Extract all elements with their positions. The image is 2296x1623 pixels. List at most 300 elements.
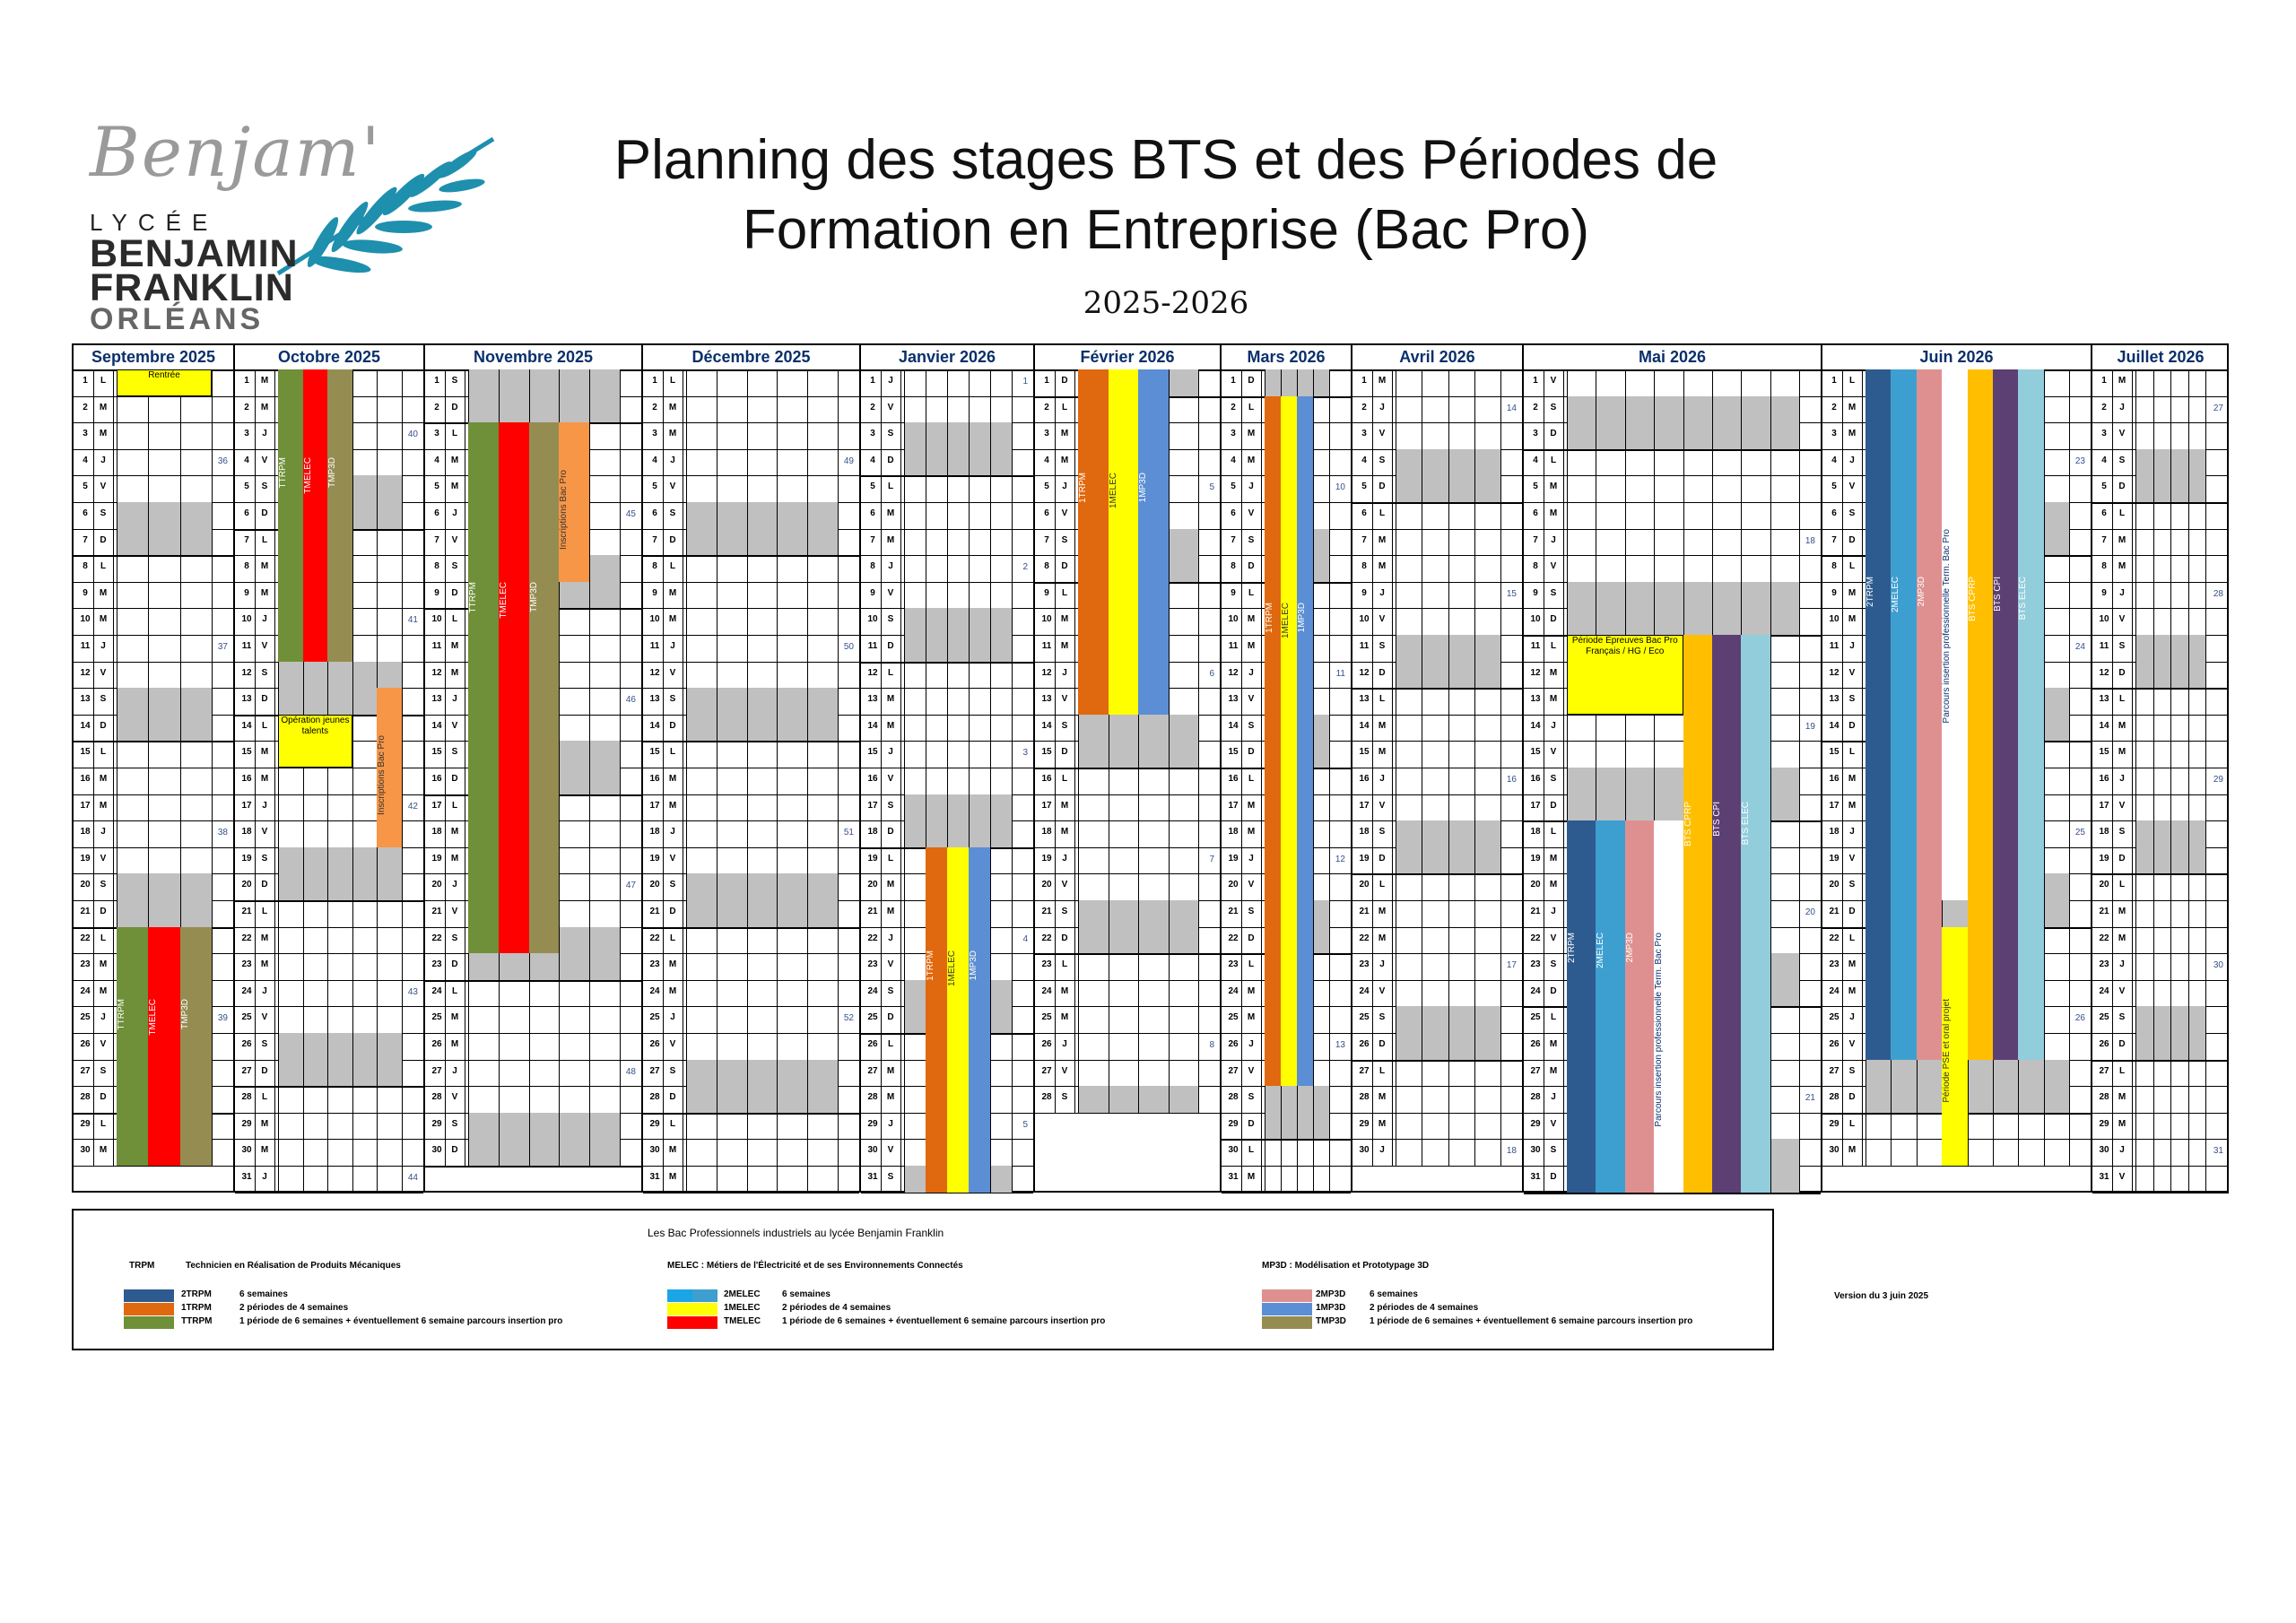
week-number: 44 [407,1173,418,1183]
column-line [881,369,882,1193]
column-line [1012,369,1013,1193]
day-number: 8 [870,561,875,572]
day-letter: V [1378,800,1386,811]
day-number: 28 [649,1092,660,1103]
day-letter: J [1849,455,1855,465]
day-number: 8 [1533,561,1538,572]
column-line [990,369,991,1193]
day-row [1035,927,1220,956]
month-column [1035,345,1222,1193]
day-letter: D [1848,534,1856,545]
day-number: 11 [867,641,878,651]
column-line [807,369,808,1193]
day-number: 19 [1829,853,1839,864]
legend-tmelec-text: 1 période de 6 semaines + éventuellement 6 semaine parcours insertion pro [782,1316,1106,1326]
day-letter: J [262,429,267,439]
week-number: 38 [217,828,228,838]
day-row [1524,396,1821,424]
day-row [74,635,233,663]
day-number: 3 [434,429,439,439]
day-letter: L [2118,694,2126,705]
logo-line1: BENJAMIN [90,232,299,275]
day-letter: M [1247,827,1256,838]
day-number: 10 [1829,614,1839,625]
day-row [643,396,859,424]
day-letter: J [2119,1145,2125,1156]
day-number: 5 [1533,482,1538,492]
day-number: 6 [870,508,875,518]
bar-1trpm [1265,396,1281,1087]
day-number: 2 [434,402,439,412]
day-letter: S [451,933,458,943]
bar-1melec-label: 1MELEC [947,950,957,987]
day-letter: M [260,561,269,572]
day-letter: L [1061,774,1068,784]
version-label: Version du 3 juin 2025 [1834,1291,1929,1301]
day-number: 13 [1041,694,1052,705]
day-number: 30 [649,1145,660,1156]
bar-tmelec [303,369,328,662]
day-number: 9 [434,587,439,598]
column-line [255,369,256,1193]
day-number: 29 [1359,1118,1370,1129]
day-letter: S [1550,959,1557,970]
day-number: 19 [867,853,878,864]
day-number: 15 [1359,747,1370,758]
month-header: Septembre 2025 [74,345,233,371]
bar-bts-cprp [1968,369,1993,1060]
day-number: 14 [867,720,878,731]
day-letter: M [886,508,895,518]
day-letter: S [1061,720,1068,731]
day-row [1524,449,1821,477]
day-letter: V [1848,1039,1856,1049]
day-letter: S [2118,455,2126,465]
day-letter: L [887,667,894,678]
day-letter: M [1378,534,1387,545]
column-line [2135,369,2136,1193]
day-number: 2 [652,402,657,412]
day-number: 27 [241,1065,252,1076]
day-number: 31 [867,1172,878,1182]
day-number: 13 [80,694,91,705]
day-row [235,847,423,875]
day-row [1352,1139,1522,1167]
legend-title: Les Bac Professionnels industriels au lycée Benjamin Franklin [648,1227,944,1239]
day-letter: D [1248,1118,1255,1129]
day-number: 12 [1041,667,1052,678]
day-letter: D [1061,933,1068,943]
day-number: 18 [241,827,252,838]
day-letter: L [1550,1012,1557,1023]
day-letter: M [668,1172,677,1182]
day-letter: L [261,907,268,916]
day-number: 26 [1041,1039,1052,1049]
day-number: 16 [431,774,442,784]
day-letter: M [1378,1118,1387,1129]
bar-parcours [1654,820,1683,1192]
day-letter: M [1848,587,1857,598]
bar-parcours-label: Parcours insertion professionnelle Term. Bac Pro [1942,528,1952,724]
day-letter: D [887,455,894,465]
month-header: Juin 2026 [1822,345,2091,371]
week-number: 30 [2213,960,2223,971]
day-number: 27 [867,1065,878,1076]
swatch-tmp3d [1262,1316,1312,1329]
day-number: 18 [649,827,660,838]
day-number: 30 [2099,1145,2109,1156]
day-letter: V [1248,880,1255,890]
day-number: 7 [434,534,439,545]
bar-2trpm-label: 2TRPM [1567,932,1577,963]
day-letter: M [1060,1012,1069,1023]
bar-1mp3d-label: 1MP3D [1297,603,1307,633]
day-letter: V [1550,933,1557,943]
week-number: 21 [1805,1093,1815,1104]
legend-2trpm: 2TRPM [181,1289,212,1299]
day-letter: D [451,774,458,784]
day-number: 19 [1041,853,1052,864]
day-letter: S [1248,534,1255,545]
day-row [1352,422,1522,450]
logo-line3: ORLÉANS [90,302,265,336]
bar-tmp3d-label: TMP3D [179,998,190,1029]
day-letter: M [1247,1172,1256,1182]
legend-trpm-code: TRPM [129,1261,155,1271]
day-letter: S [1061,1092,1068,1103]
day-letter: V [669,1039,676,1049]
bar-ttrpm-label: TTRPM [117,998,126,1029]
day-number: 19 [1228,853,1239,864]
day-number: 31 [2099,1172,2109,1182]
day-letter: J [1551,720,1556,731]
day-letter: M [886,1065,895,1076]
day-row [1352,794,1522,822]
day-letter: V [1550,747,1557,758]
day-number: 23 [2099,959,2109,970]
bar-1mp3d-label: 1MP3D [969,950,978,981]
day-letter: M [1060,800,1069,811]
legend-box [72,1209,1774,1350]
day-number: 5 [652,482,657,492]
bar-tmp3d [180,927,212,1166]
day-letter: D [1550,614,1557,625]
day-letter: M [1060,985,1069,996]
day-row [74,768,233,795]
day-number: 11 [2099,641,2109,651]
day-number: 25 [867,1012,878,1023]
day-letter: D [1061,561,1068,572]
day-letter: D [1848,720,1856,731]
day-letter: D [261,880,268,890]
day-letter: V [1848,853,1856,864]
day-row [1035,847,1220,875]
day-row [1352,953,1522,981]
day-number: 10 [1530,614,1541,625]
day-letter: L [1061,959,1068,970]
day-number: 9 [1533,587,1538,598]
column-line [1563,369,1564,1193]
day-number: 21 [2099,907,2109,916]
day-number: 20 [431,880,442,890]
bar-bts-cprp [1683,635,1712,1193]
day-row [1352,449,1522,477]
day-letter: V [100,853,107,864]
day-number: 16 [1041,774,1052,784]
day-letter: M [99,402,108,412]
day-row [74,582,233,610]
day-number: 24 [1829,985,1839,996]
day-letter: S [669,1065,676,1076]
day-letter: M [99,1145,108,1156]
day-letter: D [100,1092,107,1103]
day-row [1524,529,1821,557]
day-number: 6 [244,508,249,518]
day-letter: V [1061,694,1068,705]
day-letter: J [888,1118,893,1129]
week-number: 37 [217,642,228,652]
day-number: 23 [1359,959,1370,970]
day-row [643,608,859,636]
day-number: 26 [1829,1039,1839,1049]
day-number: 30 [1359,1145,1370,1156]
day-letter: S [887,1172,894,1182]
day-letter: D [669,1092,676,1103]
day-number: 12 [431,667,442,678]
day-number: 31 [1228,1172,1239,1182]
day-number: 30 [80,1145,91,1156]
day-number: 24 [241,985,252,996]
legend-2trpm-text: 6 semaines [239,1289,288,1299]
month-header: Février 2026 [1035,345,1220,371]
day-letter: L [1848,933,1856,943]
day-number: 27 [431,1065,442,1076]
day-letter: J [1849,1012,1855,1023]
day-letter: D [1378,667,1386,678]
day-number: 26 [80,1039,91,1049]
swatch-2trpm [124,1289,174,1302]
legend-ttrpm: TTRPM [181,1316,213,1326]
day-number: 21 [1041,907,1052,916]
column-line [1329,369,1330,1193]
day-number: 4 [1533,455,1538,465]
day-number: 8 [1231,561,1236,572]
day-number: 23 [431,959,442,970]
column-line [113,369,114,1166]
day-row [74,741,233,768]
day-row [1352,741,1522,768]
day-number: 22 [1829,933,1839,943]
day-number: 27 [1530,1065,1541,1076]
day-number: 8 [1361,561,1367,572]
bar-1trpm [1078,369,1109,715]
column-line [1372,369,1373,1166]
day-letter: M [1549,482,1558,492]
day-number: 9 [83,587,88,598]
day-letter: L [669,933,676,943]
day-letter: S [1848,880,1856,890]
day-number: 19 [241,853,252,864]
week-number: 14 [1506,403,1517,413]
day-number: 9 [1231,587,1236,598]
day-letter: S [451,1118,458,1129]
day-letter: S [1550,1145,1557,1156]
day-number: 8 [83,561,88,572]
day-letter: J [1849,641,1855,651]
day-number: 17 [1228,800,1239,811]
day-row [1524,741,1821,768]
column-line [1169,369,1170,1113]
day-row [1352,1086,1522,1114]
month-column [2092,345,2229,1193]
day-number: 20 [649,880,660,890]
day-number: 6 [1231,508,1236,518]
day-number: 9 [1831,587,1837,598]
day-letter: D [887,641,894,651]
day-number: 17 [241,800,252,811]
month-column [425,345,643,1193]
day-letter: J [670,827,675,838]
day-letter: J [2119,959,2125,970]
day-number: 3 [1044,429,1049,439]
column-line [1074,369,1075,1113]
day-letter: S [1550,587,1557,598]
day-letter: V [261,1012,268,1023]
column-line [904,369,905,1193]
day-letter: S [100,880,107,890]
day-number: 17 [1359,800,1370,811]
day-number: 24 [1530,985,1541,996]
day-row [643,1006,859,1034]
day-letter: M [450,1012,459,1023]
day-number: 28 [241,1092,252,1103]
day-number: 18 [1359,827,1370,838]
day-number: 19 [431,853,442,864]
day-number: 21 [649,907,660,916]
day-row [643,369,859,397]
legend-1mp3d-text: 2 périodes de 4 semaines [1370,1303,1479,1313]
day-letter: L [887,853,894,864]
day-row [235,1060,423,1089]
day-letter: V [887,1145,894,1156]
day-row [1035,1033,1220,1061]
day-number: 25 [1829,1012,1839,1023]
day-letter: L [2118,880,2126,890]
day-letter: V [1061,508,1068,518]
day-row [1524,608,1821,637]
day-letter: J [452,508,457,518]
day-number: 30 [431,1145,442,1156]
day-row [1524,555,1821,583]
legend-trpm-desc: Technicien en Réalisation de Produits Mécaniques [186,1261,401,1271]
bar-1trpm-label: 1TRPM [1078,473,1088,504]
day-letter: L [887,482,894,492]
day-number: 12 [1530,667,1541,678]
day-number: 14 [2099,720,2109,731]
swatch-2mp3d [1262,1289,1312,1302]
day-number: 8 [1044,561,1049,572]
day-number: 15 [431,747,442,758]
day-letter: L [100,561,107,572]
day-number: 25 [1359,1012,1370,1023]
column-line [838,369,839,1193]
day-letter: J [2119,587,2125,598]
day-number: 10 [2099,614,2109,625]
week-number: 25 [2074,828,2085,838]
day-row [74,715,233,743]
day-letter: D [1550,800,1557,811]
day-number: 24 [1041,985,1052,996]
legend-mp3d-code: MP3D : Modélisation et Prototypage 3D [1262,1261,1430,1271]
day-row [643,1139,859,1167]
day-number: 4 [83,455,88,465]
day-letter: M [886,534,895,545]
bar-bts-elec-label: BTS ELEC [2018,576,2029,621]
month-column [1222,345,1352,1193]
day-number: 7 [83,534,88,545]
day-number: 7 [1231,534,1236,545]
day-row [235,873,423,902]
day-number: 15 [80,747,91,758]
week-number: 31 [2213,1146,2223,1157]
day-number: 13 [1530,694,1541,705]
day-number: 23 [241,959,252,970]
day-number: 10 [649,614,660,625]
day-number: 28 [1359,1092,1370,1103]
day-row [1352,847,1522,876]
logo-script: Benjam' [90,112,382,192]
day-number: 15 [2099,747,2109,758]
day-number: 10 [1359,614,1370,625]
day-letter: V [451,907,458,916]
day-row [425,369,641,397]
day-number: 8 [244,561,249,572]
day-number: 29 [867,1118,878,1129]
day-letter: M [668,959,677,970]
bar-parcours [1942,369,1967,900]
day-letter: M [1378,720,1387,731]
day-letter: M [2118,1118,2126,1129]
day-number: 24 [1228,985,1239,996]
bar-tmelec-label: TMELEC [498,581,509,619]
day-row [1352,555,1522,583]
day-number: 21 [867,907,878,916]
day-letter: J [1062,853,1067,864]
day-letter: M [1848,774,1857,784]
day-number: 29 [1530,1118,1541,1129]
day-row [1035,1086,1220,1114]
day-number: 10 [867,614,878,625]
day-letter: J [1248,667,1254,678]
day-row [74,873,233,901]
day-row [643,980,859,1008]
bar-tmelec [148,927,179,1166]
day-number: 27 [2099,1065,2109,1076]
bar-ttrpm-label: TTRPM [468,581,478,613]
bar-tmelec-label: TMELEC [302,456,313,494]
day-number: 26 [649,1039,660,1049]
legend-1melec-text: 2 périodes de 4 semaines [782,1303,891,1313]
day-letter: V [1061,880,1068,890]
day-letter: V [669,853,676,864]
week-number: 29 [2213,775,2223,785]
day-number: 1 [1044,376,1049,386]
day-letter: L [1248,774,1255,784]
column-line [212,369,213,1166]
day-number: 12 [867,667,878,678]
day-letter: M [1060,455,1069,465]
day-number: 18 [80,827,91,838]
